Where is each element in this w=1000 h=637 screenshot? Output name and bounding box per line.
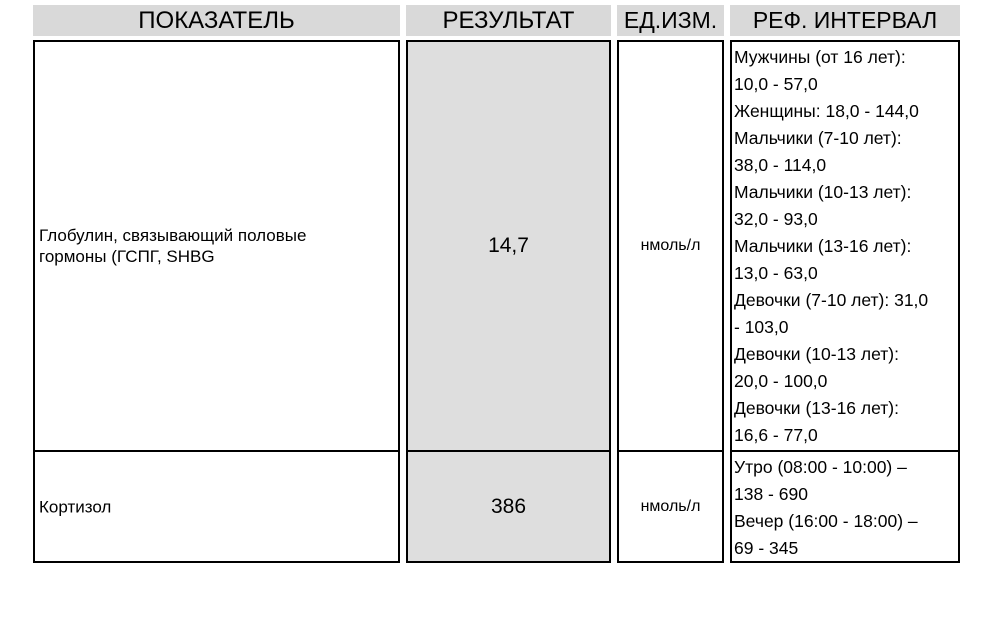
- row-2-unit-cell: [617, 450, 724, 563]
- reference-line: - 103,0: [734, 317, 789, 337]
- row-2-indicator-cell: [33, 450, 400, 563]
- row-2-name-line: Кортизол: [39, 497, 112, 516]
- row-2-reference-list: [734, 454, 956, 562]
- row-1-name-line: Глобулин, связывающий половые: [39, 226, 307, 245]
- reference-line: 10,0 - 57,0: [734, 74, 818, 94]
- row-1-reference-cell: [730, 40, 960, 452]
- row-1-unit-cell: [617, 40, 724, 452]
- reference-line: 32,0 - 93,0: [734, 209, 818, 229]
- reference-line: 38,0 - 114,0: [734, 155, 827, 175]
- reference-line: Мальчики (10-13 лет):: [734, 182, 912, 202]
- row-2-unit-value: нмоль/л: [640, 497, 701, 515]
- reference-line: 20,0 - 100,0: [734, 371, 828, 391]
- header-reference: РЕФ. ИНТЕРВАЛ: [730, 5, 960, 36]
- row-1-unit-value: нмоль/л: [640, 237, 701, 254]
- reference-line: 13,0 - 63,0: [734, 263, 818, 283]
- reference-line: Девочки (10-13 лет):: [734, 344, 899, 364]
- reference-line: Мужчины (от 16 лет):: [734, 47, 906, 67]
- reference-line: Мальчики (7-10 лет):: [734, 128, 902, 148]
- reference-line: Девочки (7-10 лет): 31,0: [734, 290, 929, 310]
- row-1-reference-list: [734, 44, 956, 449]
- reference-line: 16,6 - 77,0: [734, 425, 818, 445]
- row-1-indicator-name: [39, 225, 392, 267]
- row-1-indicator-cell: [33, 40, 400, 452]
- row-1-result-value: 14,7: [488, 234, 529, 257]
- header-result: РЕЗУЛЬТАТ: [406, 5, 611, 36]
- header-unit: ЕД.ИЗМ.: [617, 5, 724, 36]
- row-2-reference-cell: [730, 450, 960, 563]
- reference-line: 138 - 690: [734, 484, 808, 504]
- row-2-result-value: 386: [490, 494, 527, 518]
- reference-line: 69 - 345: [734, 538, 799, 558]
- reference-line: Мальчики (13-16 лет):: [734, 236, 912, 256]
- row-1-result-cell: [406, 40, 611, 452]
- row-1-name-line: гормоны (ГСПГ, SHBG: [39, 247, 215, 266]
- reference-line: Утро (08:00 - 10:00) –: [734, 457, 907, 477]
- reference-line: Вечер (16:00 - 18:00) –: [734, 511, 918, 531]
- header-indicator: ПОКАЗАТЕЛЬ: [33, 5, 400, 36]
- row-2-result-cell: [406, 450, 611, 563]
- reference-line: Девочки (13-16 лет):: [734, 398, 899, 418]
- row-2-indicator-name: [39, 496, 392, 517]
- reference-line: Женщины: 18,0 - 144,0: [734, 101, 919, 121]
